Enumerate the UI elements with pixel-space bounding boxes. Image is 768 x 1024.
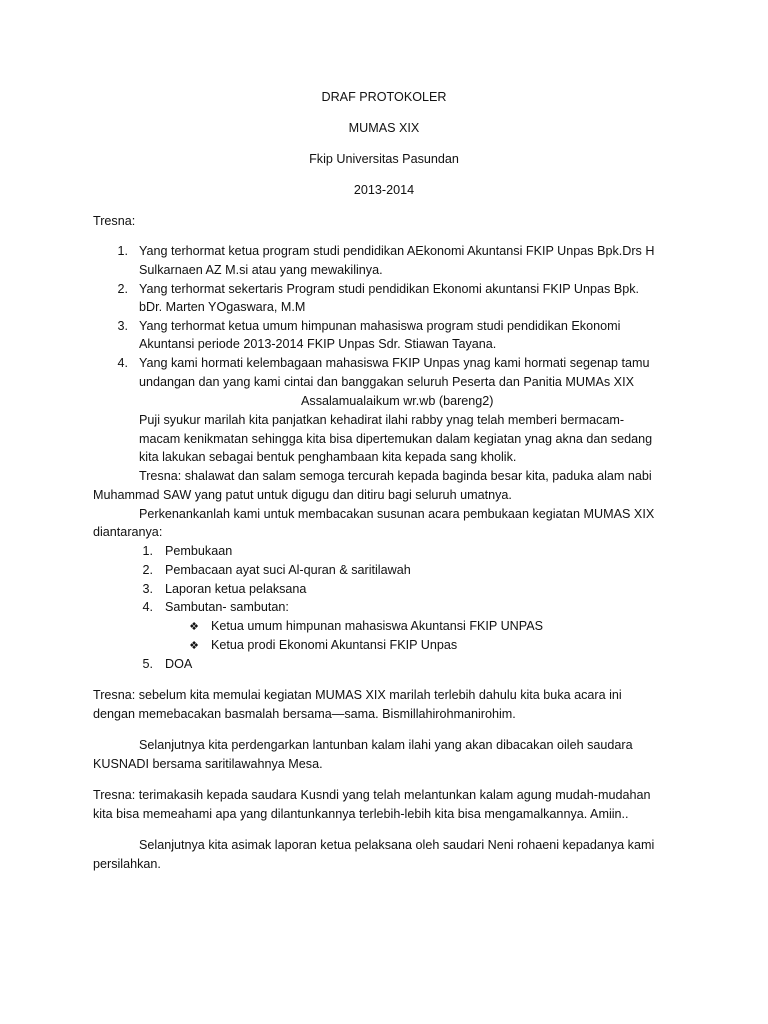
academic-year: 2013-2014 xyxy=(353,183,415,197)
shalawat-line: Muhammad SAW yang patut untuk digugu dan ditiru bagi seluruh umatnya. xyxy=(93,488,512,502)
agenda-intro-line: Perkenankanlah kami untuk membacakan susunan acara pembukaan kegiatan MUMAS XIX xyxy=(139,507,655,521)
sambutan-item: Ketua umum himpunan mahasiswa Akuntansi FKIP UNPAS xyxy=(211,619,544,633)
agenda-item: Sambutan- sambutan: xyxy=(165,600,289,614)
agenda-number: 3. xyxy=(142,582,153,596)
paragraph-line: Selanjutnya kita perdengarkan lantunban kalam ilahi yang akan dibacakan oileh saudara xyxy=(139,738,633,752)
paragraph-line: Tresna: sebelum kita memulai kegiatan MUMAS XIX marilah terlebih dahulu kita buka acara ini xyxy=(93,688,622,702)
agenda-item: Pembacaan ayat suci Al-quran & saritilawah xyxy=(165,563,411,577)
honorific-number: 1. xyxy=(117,244,128,258)
agenda-number: 5. xyxy=(142,657,153,671)
agenda-number: 1. xyxy=(142,544,153,558)
agenda-item: Pembukaan xyxy=(165,544,233,558)
honorific-line: Yang terhormat ketua umum himpunan mahasiswa program studi pendidikan Ekonomi xyxy=(139,319,621,333)
honorific-number: 2. xyxy=(117,282,128,296)
paragraph-line: Tresna: terimakasih kepada saudara Kusndi yang telah melantunkan kalam agung mudah-mudahan xyxy=(93,788,651,802)
praise-line: kita lakukan sebagai bentuk penghambaan kita kepada sang kholik. xyxy=(139,450,517,464)
diamond-bullet-icon: ❖ xyxy=(189,621,199,633)
praise-line: Puji syukur marilah kita panjatkan kehadirat ilahi rabby ynag telah memberi bermacam- xyxy=(139,413,625,427)
honorific-line: Yang terhormat sekertaris Program studi pendidikan Ekonomi akuntansi FKIP Unpas Bpk. xyxy=(139,282,640,296)
honorific-line: Sulkarnaen AZ M.si atau yang mewakilinya. xyxy=(139,263,383,277)
greeting: Assalamualaikum wr.wb (bareng2) xyxy=(301,394,494,408)
document-title: DRAF PROTOKOLER xyxy=(321,90,447,104)
agenda-number: 2. xyxy=(142,563,153,577)
paragraph-line: kita bisa memeahami apa yang dilantunkannya terlebih-lebih kita bisa mengamalkannya. Amiin.. xyxy=(93,807,629,821)
agenda-number: 4. xyxy=(142,600,153,614)
honorific-line: undangan dan yang kami cintai dan banggakan seluruh Peserta dan Panitia MUMAs XIX xyxy=(139,375,634,389)
honorific-line: Akuntansi periode 2013-2014 FKIP Unpas Sdr. Stiawan Tayana. xyxy=(139,337,497,351)
honorific-line: Yang terhormat ketua program studi pendidikan AEkonomi Akuntansi FKIP Unpas Bpk.Drs H xyxy=(139,244,655,258)
honorific-number: 4. xyxy=(117,356,128,370)
agenda-item: DOA xyxy=(165,657,193,671)
paragraph-line: persilahkan. xyxy=(93,857,161,871)
honorific-line: Yang kami hormati kelembagaan mahasiswa FKIP Unpas ynag kami hormati segenap tamu xyxy=(139,356,650,370)
paragraph-line: Selanjutnya kita asimak laporan ketua pelaksana oleh saudari Neni rohaeni kepadanya kami xyxy=(139,838,655,852)
paragraph-line: KUSNADI bersama saritilawahnya Mesa. xyxy=(93,757,323,771)
honorific-number: 3. xyxy=(117,319,128,333)
event-name: MUMAS XIX xyxy=(348,121,420,135)
honorific-line: bDr. Marten YOgaswara, M.M xyxy=(139,300,306,314)
diamond-bullet-icon: ❖ xyxy=(189,640,199,652)
intro-label: Tresna: xyxy=(93,214,136,228)
agenda-intro-line: diantaranya: xyxy=(93,525,163,539)
institution-name: Fkip Universitas Pasundan xyxy=(309,152,459,166)
agenda-item: Laporan ketua pelaksana xyxy=(165,582,307,596)
paragraph-line: dengan memebacakan basmalah bersama—sama. Bismillahirohmanirohim. xyxy=(93,707,516,721)
sambutan-item: Ketua prodi Ekonomi Akuntansi FKIP Unpas xyxy=(211,638,458,652)
praise-line: macam kenikmatan sehingga kita bisa dipertemukan dalam kegiatan ynag akna dan sedang xyxy=(139,432,653,446)
shalawat-line: Tresna: shalawat dan salam semoga tercurah kepada baginda besar kita, paduka alam nabi xyxy=(139,469,652,483)
